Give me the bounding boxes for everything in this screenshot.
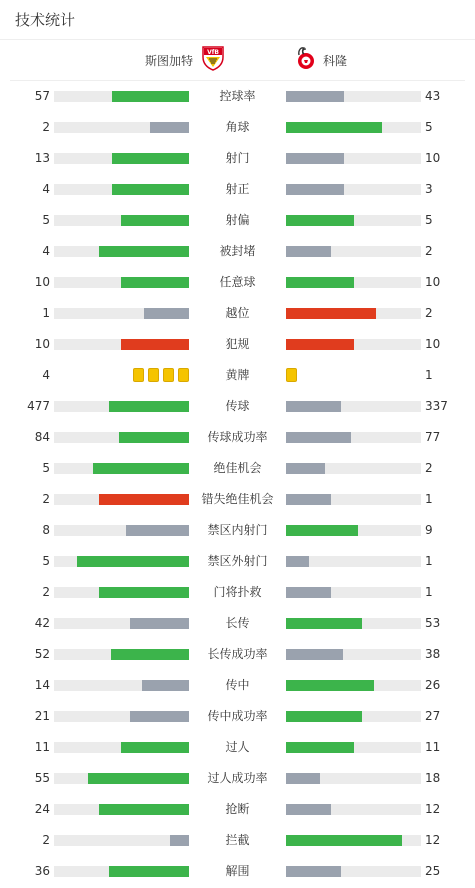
- stat-label: 控球率: [219, 89, 256, 103]
- stat-row: [0, 670, 475, 701]
- stat-row: [0, 794, 475, 825]
- home-bar-track: [54, 463, 189, 474]
- stat-label: 长传成功率: [207, 647, 268, 661]
- home-bar-fill: [77, 556, 189, 567]
- away-bar-track: [286, 587, 421, 598]
- home-bar-fill: [142, 680, 189, 691]
- home-team[interactable]: [145, 40, 225, 80]
- away-value: 10: [425, 337, 441, 351]
- stat-row: [0, 484, 475, 515]
- stat-row: [0, 577, 475, 608]
- away-value: 1: [425, 492, 433, 506]
- home-bar-fill: [112, 153, 189, 164]
- home-team-name: 斯图加特: [144, 53, 193, 68]
- stat-row: [0, 825, 475, 856]
- away-value: 27: [425, 709, 441, 723]
- home-bar-track: [54, 711, 189, 722]
- home-bar-fill: [170, 835, 189, 846]
- away-bar-fill: [286, 835, 402, 846]
- home-value: 52: [34, 647, 50, 661]
- away-bar-track: [286, 246, 421, 257]
- yellow-card-icon: [133, 368, 144, 382]
- home-bar-track: [54, 184, 189, 195]
- home-bar-fill: [121, 277, 189, 288]
- away-bar-track: [286, 122, 421, 133]
- stat-label: 过人: [225, 740, 250, 754]
- home-value: 57: [34, 89, 50, 103]
- stat-row: [0, 763, 475, 794]
- away-bar-fill: [286, 153, 344, 164]
- away-bar-track: [286, 680, 421, 691]
- away-bar-track: [286, 649, 421, 660]
- home-bar-fill: [99, 494, 189, 505]
- stat-row: [0, 205, 475, 236]
- stat-row: [0, 422, 475, 453]
- away-value: 337: [425, 399, 448, 413]
- away-value: 77: [425, 430, 441, 444]
- away-bar-fill: [286, 91, 344, 102]
- away-bar-track: [286, 618, 421, 629]
- stat-label: 禁区外射门: [207, 554, 268, 568]
- stat-row: [0, 81, 475, 112]
- away-bar-fill: [286, 773, 320, 784]
- stat-row: [0, 856, 475, 887]
- home-bar-track: [54, 773, 189, 784]
- home-bar-track: [54, 649, 189, 660]
- stat-label: 抢断: [225, 802, 250, 816]
- home-bar-track: [54, 866, 189, 877]
- away-bar-track: [286, 401, 421, 412]
- stat-label: 传中: [225, 678, 250, 692]
- stat-label: 绝佳机会: [213, 461, 262, 475]
- home-bar-track: [54, 308, 189, 319]
- away-bar-track: [286, 525, 421, 536]
- home-bar-fill: [121, 339, 189, 350]
- away-value: 11: [425, 740, 441, 754]
- home-yellow-cards: [133, 368, 189, 382]
- away-value: 1: [425, 585, 433, 599]
- stat-row: [0, 732, 475, 763]
- home-value: 55: [34, 771, 50, 785]
- home-value: 84: [34, 430, 50, 444]
- home-bar-fill: [126, 525, 189, 536]
- away-bar-fill: [286, 339, 354, 350]
- home-bar-fill: [99, 587, 189, 598]
- home-bar-fill: [130, 618, 189, 629]
- vfb-stuttgart-crest-icon: [201, 45, 225, 75]
- stat-row: [0, 174, 475, 205]
- away-team[interactable]: [293, 40, 347, 80]
- away-bar-fill: [286, 432, 351, 443]
- stat-label: 禁区内射门: [207, 523, 268, 537]
- yellow-card-icon: [163, 368, 174, 382]
- away-bar-track: [286, 308, 421, 319]
- away-bar-fill: [286, 525, 358, 536]
- stat-row: [0, 546, 475, 577]
- stat-label: 任意球: [219, 275, 256, 289]
- away-value: 10: [425, 275, 441, 289]
- away-bar-track: [286, 773, 421, 784]
- home-bar-track: [54, 835, 189, 846]
- away-yellow-cards: [286, 368, 297, 382]
- home-value: 24: [34, 802, 50, 816]
- stat-row: [0, 515, 475, 546]
- home-bar-fill: [112, 184, 189, 195]
- stat-row: [0, 143, 475, 174]
- home-bar-fill: [121, 215, 189, 226]
- stat-row: [0, 267, 475, 298]
- stat-label: 拦截: [225, 833, 250, 847]
- away-team-name: 科隆: [323, 53, 348, 68]
- away-bar-fill: [286, 215, 354, 226]
- home-value: 1: [42, 306, 50, 320]
- home-bar-track: [54, 804, 189, 815]
- svg-text:VfB: VfB: [207, 49, 219, 56]
- stat-label: 解围: [225, 864, 250, 878]
- away-bar-track: [286, 184, 421, 195]
- away-bar-track: [286, 339, 421, 350]
- away-bar-track: [286, 277, 421, 288]
- away-bar-fill: [286, 804, 331, 815]
- away-bar-track: [286, 742, 421, 753]
- home-value: 477: [27, 399, 50, 413]
- home-bar-fill: [99, 246, 189, 257]
- away-value: 2: [425, 244, 433, 258]
- fc-koeln-goat-crest-icon: [293, 45, 319, 75]
- home-value: 10: [34, 337, 50, 351]
- home-bar-fill: [144, 308, 189, 319]
- away-bar-fill: [286, 866, 341, 877]
- home-value: 11: [34, 740, 50, 754]
- page-title: [0, 0, 475, 40]
- home-bar-track: [54, 122, 189, 133]
- page-title-text: 技术统计: [15, 11, 76, 29]
- home-value: 21: [34, 709, 50, 723]
- away-bar-track: [286, 215, 421, 226]
- home-value: 5: [42, 461, 50, 475]
- yellow-card-icon: [286, 368, 297, 382]
- away-value: 2: [425, 461, 433, 475]
- away-value: 12: [425, 833, 441, 847]
- home-bar-track: [54, 215, 189, 226]
- away-bar-fill: [286, 277, 354, 288]
- home-value: 2: [42, 585, 50, 599]
- home-value: 2: [42, 833, 50, 847]
- home-bar-fill: [121, 742, 189, 753]
- home-bar-track: [54, 618, 189, 629]
- away-bar-fill: [286, 587, 331, 598]
- stat-row: [0, 701, 475, 732]
- home-value: 42: [34, 616, 50, 630]
- home-value: 4: [42, 182, 50, 196]
- stat-row: [0, 329, 475, 360]
- stat-label: 传中成功率: [207, 709, 268, 723]
- stat-row: [0, 391, 475, 422]
- away-value: 25: [425, 864, 441, 878]
- home-bar-track: [54, 680, 189, 691]
- stat-row: [0, 112, 475, 143]
- team-header: [10, 40, 465, 81]
- home-value: 36: [34, 864, 50, 878]
- away-bar-fill: [286, 401, 341, 412]
- stat-row: [0, 236, 475, 267]
- away-bar-track: [286, 494, 421, 505]
- away-bar-fill: [286, 680, 374, 691]
- away-bar-fill: [286, 246, 331, 257]
- stat-label: 越位: [225, 306, 250, 320]
- stats-list: [0, 81, 475, 887]
- stat-row: [0, 639, 475, 670]
- stat-label: 传球: [225, 399, 250, 413]
- stat-label: 过人成功率: [207, 771, 268, 785]
- home-value: 5: [42, 213, 50, 227]
- home-bar-track: [54, 153, 189, 164]
- away-bar-track: [286, 432, 421, 443]
- home-value: 2: [42, 492, 50, 506]
- away-value: 2: [425, 306, 433, 320]
- away-value: 10: [425, 151, 441, 165]
- away-value: 1: [425, 368, 433, 382]
- stat-label: 门将扑救: [213, 585, 262, 599]
- away-bar-track: [286, 91, 421, 102]
- home-bar-track: [54, 494, 189, 505]
- away-value: 1: [425, 554, 433, 568]
- away-value: 26: [425, 678, 441, 692]
- away-bar-fill: [286, 556, 309, 567]
- away-bar-fill: [286, 184, 344, 195]
- home-bar-track: [54, 91, 189, 102]
- away-value: 43: [425, 89, 441, 103]
- home-bar-track: [54, 339, 189, 350]
- home-value: 4: [42, 368, 50, 382]
- away-bar-fill: [286, 463, 325, 474]
- home-bar-fill: [93, 463, 189, 474]
- home-bar-fill: [150, 122, 189, 133]
- home-bar-track: [54, 277, 189, 288]
- home-bar-fill: [109, 866, 189, 877]
- home-value: 14: [34, 678, 50, 692]
- away-bar-track: [286, 556, 421, 567]
- away-value: 12: [425, 802, 441, 816]
- stat-label: 长传: [225, 616, 250, 630]
- stat-row: [0, 298, 475, 329]
- home-bar-track: [54, 587, 189, 598]
- stat-label: 射门: [225, 151, 250, 165]
- home-bar-track: [54, 525, 189, 536]
- home-bar-track: [54, 401, 189, 412]
- stat-label: 射偏: [225, 213, 250, 227]
- away-value: 18: [425, 771, 441, 785]
- home-value: 13: [34, 151, 50, 165]
- away-bar-track: [286, 153, 421, 164]
- stat-row: [0, 608, 475, 639]
- away-value: 9: [425, 523, 433, 537]
- yellow-card-icon: [178, 368, 189, 382]
- away-bar-track: [286, 866, 421, 877]
- yellow-card-icon: [148, 368, 159, 382]
- home-bar-fill: [88, 773, 189, 784]
- away-value: 5: [425, 213, 433, 227]
- away-bar-track: [286, 835, 421, 846]
- home-bar-track: [54, 742, 189, 753]
- away-value: 3: [425, 182, 433, 196]
- away-bar-track: [286, 804, 421, 815]
- home-bar-fill: [99, 804, 189, 815]
- home-bar-fill: [119, 432, 189, 443]
- away-bar-fill: [286, 308, 376, 319]
- home-bar-fill: [130, 711, 189, 722]
- away-bar-fill: [286, 494, 331, 505]
- home-bar-track: [54, 246, 189, 257]
- away-value: 5: [425, 120, 433, 134]
- away-value: 53: [425, 616, 441, 630]
- away-bar-fill: [286, 122, 382, 133]
- home-value: 2: [42, 120, 50, 134]
- away-bar-fill: [286, 742, 354, 753]
- away-bar-fill: [286, 618, 362, 629]
- stat-label: 被封堵: [219, 244, 256, 258]
- away-bar-fill: [286, 711, 362, 722]
- away-bar-track: [286, 463, 421, 474]
- home-bar-track: [54, 556, 189, 567]
- home-value: 4: [42, 244, 50, 258]
- home-bar-fill: [109, 401, 189, 412]
- away-bar-track: [286, 711, 421, 722]
- home-bar-fill: [112, 91, 189, 102]
- stat-label: 射正: [225, 182, 250, 196]
- home-bar-track: [54, 432, 189, 443]
- stat-label: 错失绝佳机会: [201, 492, 274, 506]
- stat-row: [0, 453, 475, 484]
- stat-label: 传球成功率: [207, 430, 268, 444]
- away-bar-fill: [286, 649, 343, 660]
- home-bar-fill: [111, 649, 189, 660]
- stat-label: 黄牌: [225, 368, 250, 382]
- home-value: 10: [34, 275, 50, 289]
- stat-row: [0, 360, 475, 391]
- home-value: 8: [42, 523, 50, 537]
- home-value: 5: [42, 554, 50, 568]
- away-value: 38: [425, 647, 441, 661]
- stat-label: 角球: [225, 120, 250, 134]
- stat-label: 犯规: [225, 337, 250, 351]
